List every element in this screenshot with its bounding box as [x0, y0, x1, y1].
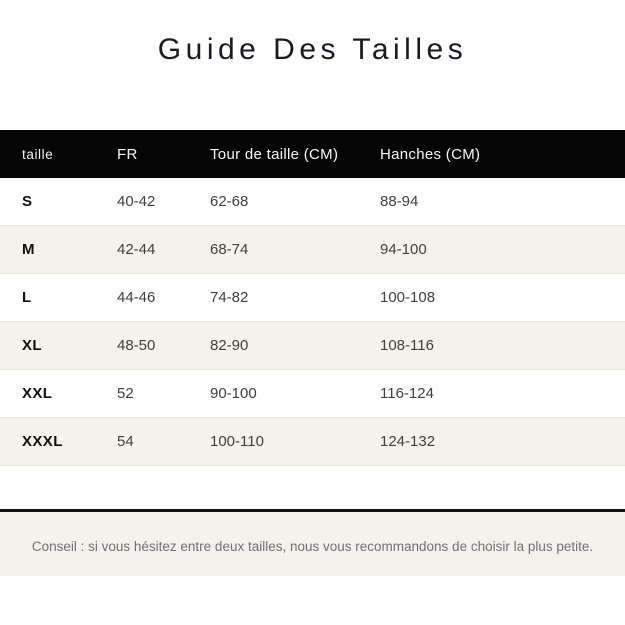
tour-de-taille-value: 74-82 [210, 289, 249, 306]
fr-value: 54 [117, 433, 134, 450]
table-row-l [0, 274, 625, 322]
fr-value: 44-46 [117, 289, 156, 306]
size-label: XXXL [22, 433, 63, 450]
tour-de-taille-value: 82-90 [210, 337, 249, 354]
size-label: XL [22, 337, 42, 354]
table-row-xl [0, 322, 625, 370]
size-table-header-row [0, 130, 625, 178]
fr-value: 40-42 [117, 193, 156, 210]
table-row-xxl [0, 370, 625, 418]
hanches-value: 116-124 [380, 385, 434, 402]
column-header-fr: FR [117, 145, 138, 163]
size-label: XXL [22, 385, 53, 402]
hanches-value: 94-100 [380, 241, 427, 258]
size-table [0, 130, 625, 466]
page-title: Guide Des Tailles [157, 33, 468, 66]
hanches-value: 88-94 [380, 193, 419, 210]
size-label: S [22, 193, 33, 210]
advice-note-text: Conseil : si vous hésitez entre deux tailles, nous vous recommandons de choisir la plus petite. [31, 539, 594, 554]
hanches-value: 108-116 [380, 337, 434, 354]
hanches-value: 124-132 [380, 433, 436, 450]
size-label: L [22, 289, 32, 306]
tour-de-taille-value: 100-110 [210, 433, 264, 450]
table-row-s [0, 178, 625, 226]
hanches-value: 100-108 [380, 289, 436, 306]
fr-value: 52 [117, 385, 134, 402]
fr-value: 48-50 [117, 337, 156, 354]
advice-note [0, 509, 625, 576]
column-header-hanches: Hanches (CM) [380, 145, 481, 163]
fr-value: 42-44 [117, 241, 156, 258]
column-header-taille: taille [22, 146, 54, 162]
table-row-m [0, 226, 625, 274]
table-row-xxxl [0, 418, 625, 466]
size-label: M [22, 241, 35, 258]
tour-de-taille-value: 90-100 [210, 385, 257, 402]
tour-de-taille-value: 68-74 [210, 241, 249, 258]
column-header-tour-de-taille: Tour de taille (CM) [210, 145, 339, 163]
tour-de-taille-value: 62-68 [210, 193, 249, 210]
